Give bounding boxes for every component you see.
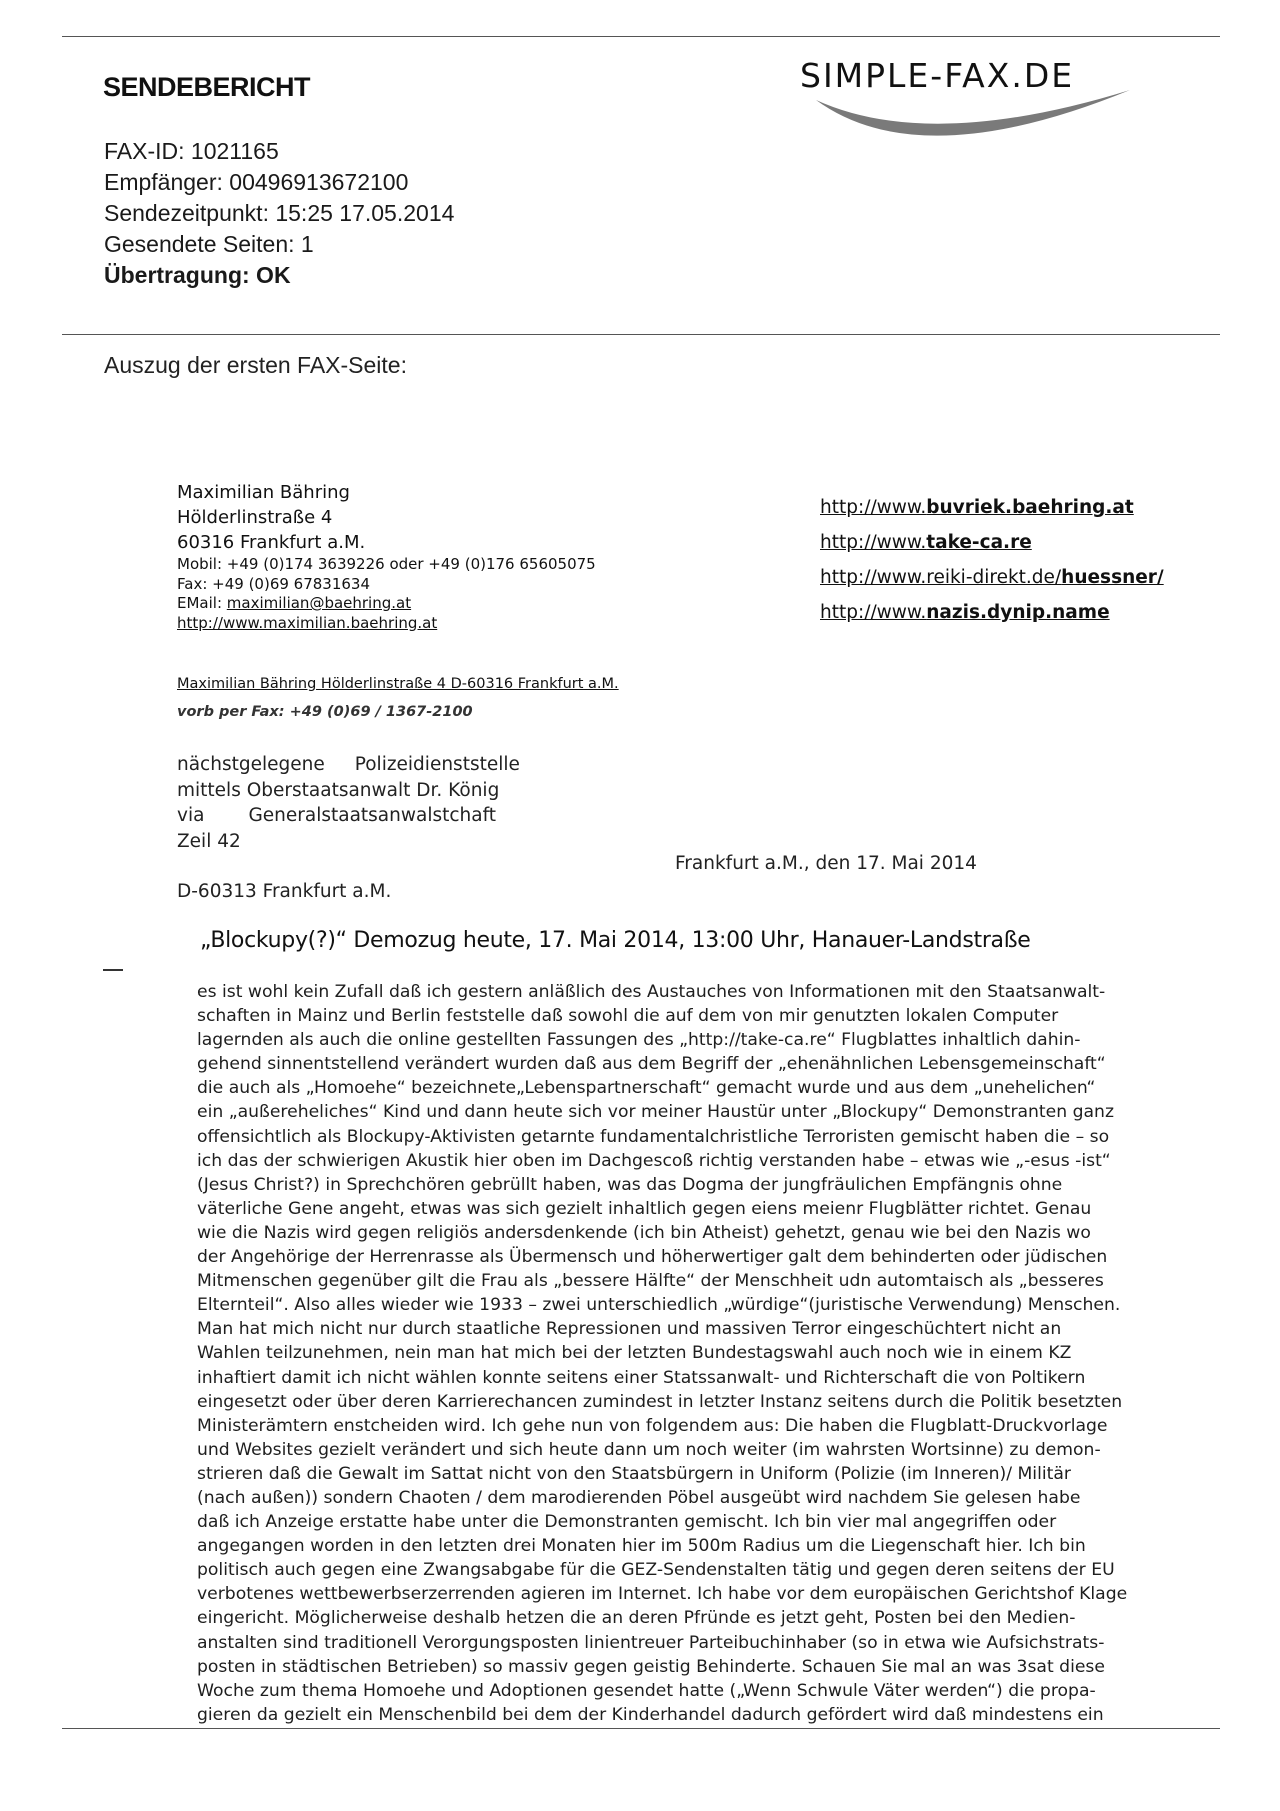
place-and-date: Frankfurt a.M., den 17. Mai 2014 <box>675 853 977 874</box>
body-line: väterliche Gene angeht, etwas was sich gezielt inhaltlich gegen eiens meienr Flugblätter richtet. Genau <box>197 1198 1092 1219</box>
body-line: (Jesus Christ?) in Sprechchören gebrüllt haben, was das Dogma der jungfräulichen Empfängnis ohne <box>197 1174 1063 1195</box>
body-line: Elternteil“. Also alles wieder wie 1933 – zwei unterschiedlich „würdige“(juristische Verwendung) Menschen. <box>197 1295 1121 1316</box>
link-domain: take-ca.re <box>926 532 1032 553</box>
body-line: politisch auch gegen eine Zwangsabgabe für die GEZ-Sendenstalten tätig und gegen deren seitens der EU <box>197 1560 1115 1581</box>
body-line: eingesetzt oder über deren Karrierechancen zumindest in letzter Instanz seitens durch die Politik besetzten <box>197 1391 1123 1412</box>
send-time: Sendezeitpunkt: 15:25 17.05.2014 <box>104 200 455 226</box>
report-title: SENDEBERICHT <box>103 72 311 102</box>
logo-text: SIMPLE-FAX.DE <box>800 56 1075 95</box>
letter-body <box>197 980 1157 1727</box>
recipient-line-1a: nächstgelegene <box>177 754 325 775</box>
link-prefix: http://www. <box>820 602 927 623</box>
link-domain: buvriek.baehring.at <box>926 497 1134 518</box>
link-reiki-anchor[interactable] <box>820 567 1164 588</box>
link-prefix: http://www. <box>820 497 927 518</box>
return-address: Maximilian Bähring Hölderlinstraße 4 D-60316 Frankfurt a.M. <box>177 676 619 692</box>
link-domain: huessner/ <box>1061 567 1164 588</box>
sender-city: 60316 Frankfurt a.M. <box>177 532 366 553</box>
body-line: schaften in Mainz und Berlin feststelle daß sowohl die auf dem von mir genutzten lokalen Computer <box>197 1006 1059 1027</box>
link-nazis-dynip-anchor[interactable] <box>820 602 1110 623</box>
body-line: die auch als „Homoehe“ bezeichnete„Lebenspartnerschaft“ gemacht wurde und aus dem „unehelichen“ <box>197 1078 1096 1099</box>
link-buvriek-anchor[interactable] <box>820 497 1134 518</box>
body-line: strieren daß die Gewalt im Sattat nicht von den Staatsbürgern in Uniform (Polizie (im Inneren)/ Militär <box>197 1463 1071 1484</box>
transmission-status: Übertragung: OK <box>104 262 291 288</box>
body-line: Man hat mich nicht nur durch staatliche Repressionen und massiven Terror eingeschüchtert nicht an <box>197 1319 1062 1340</box>
recipient-line-1 <box>177 752 520 778</box>
body-line: offensichtlich als Blockupy-Aktivisten getarnte fundamentalchristliche Terroristen gemischt haben die – so <box>197 1126 1110 1147</box>
pages-sent: Gesendete Seiten: 1 <box>104 231 314 257</box>
link-take-ca <box>820 525 1164 560</box>
recipient-number: Empfänger: 00496913672100 <box>104 169 409 195</box>
bottom-divider <box>62 1728 1220 1729</box>
sender-name: Maximilian Bähring <box>177 482 350 503</box>
body-line: anstalten sind traditionell Verorgungsposten linientreuer Parteibuchinhaber (so in etwa wie Aufsichstrats- <box>197 1632 1105 1653</box>
link-take-ca-anchor[interactable] <box>820 532 1032 553</box>
body-line: posten in städtischen Betrieben) so massiv gegen geistig Behinderte. Schauen Sie mal an was 3sat diese <box>197 1656 1105 1677</box>
body-line: gehend sinnentstellend verändert wurden daß aus dem Begriff der „ehenähnlichen Lebensgemeinschaft“ <box>197 1054 1106 1075</box>
sender-fax: Fax: +49 (0)69 67831634 <box>177 574 371 593</box>
recipient-address <box>177 752 520 854</box>
body-line: Woche zum thema Homoehe und Adoptionen gesendet hatte („Wenn Schwule Väter werden“) die propa- <box>197 1680 1096 1701</box>
sender-street: Hölderlinstraße 4 <box>177 507 333 528</box>
body-line: verbotenes wettbewerbserzerrenden agieren im Internet. Ich habe vor dem europäischen Gerichtshof Klage <box>197 1584 1128 1605</box>
body-line: inhaftiert damit ich nicht wählen konnte seitens einer Statssanwalt- und Richterschaft die von Poltikern <box>197 1367 1086 1388</box>
sender-email-row <box>177 594 596 614</box>
body-line: (nach außen)) sondern Chaoten / dem marodierenden Pöbel ausgeübt wird nachdem Sie gelesen habe <box>197 1487 1081 1508</box>
body-line: gieren da gezielt ein Menschenbild bei dem der Kinderhandel dadurch gefördert wird daß mindestens ein <box>197 1704 1104 1725</box>
body-line: eingericht. Möglicherweise deshalb hetzen die an deren Pfründe es jetzt geht, Posten bei den Medien- <box>197 1608 1076 1629</box>
recipient-line-3b: Generalstaatsanwalstchaft <box>248 805 497 826</box>
recipient-line-3a: via <box>177 805 205 826</box>
body-line: ich das der schwierigen Akustik hier oben im Dachgescoß richtig verstanden habe – etwas wie „-esus -ist“ <box>197 1150 1111 1171</box>
body-line: daß ich Anzeige erstatte habe unter die Demonstranten gemischt. Ich bin vier mal angegriffen oder <box>197 1512 1057 1533</box>
body-line: angegangen worden in den letzten drei Monaten hier im 500m Radius um die Liegenschaft hier. Ich bin <box>197 1536 1086 1557</box>
sender-website-link[interactable]: http://www.maximilian.baehring.at <box>177 613 438 632</box>
recipient-line-1b: Polizeidienststelle <box>354 754 520 775</box>
website-links <box>820 490 1164 630</box>
fold-mark <box>103 969 123 971</box>
sender-email-link[interactable]: maximilian@baehring.at <box>226 594 412 612</box>
link-domain: nazis.dynip.name <box>926 602 1110 623</box>
body-line: und Websites gezielt verändert und sich heute dann um noch weiter (im wahrsten Wortsinne) zu demon- <box>197 1439 1101 1460</box>
body-line: wie die Nazis wird gegen religiös andersdenkende (ich bin Atheist) gehetzt, genau wie bei den Nazis wo <box>197 1222 1091 1243</box>
sender-mobile: Mobil: +49 (0)174 3639226 oder +49 (0)176 65605075 <box>177 555 596 573</box>
body-line: lagernden als auch die online gestellten Fassungen des „http://take-ca.re“ Flugblattes inhaltlich dahin- <box>197 1030 1081 1051</box>
body-line: es ist wohl kein Zufall daß ich gestern anläßlich des Austauches von Informationen mit den Staatsanwalt- <box>197 982 1106 1002</box>
email-label: EMail: <box>177 594 227 612</box>
sender-block <box>177 480 596 633</box>
recipient-line-2: mittels Oberstaatsanwalt Dr. König <box>177 779 500 801</box>
recipient-city: D-60313 Frankfurt a.M. <box>177 881 392 902</box>
body-line: Ministerämtern enstcheiden wird. Ich gehe nun von folgendem aus: Die haben die Flugblatt-Druckvorlage <box>197 1415 1108 1436</box>
letter-subject: „Blockupy(?)“ Demozug heute, 17. Mai 2014, 13:00 Uhr, Hanauer-Landstraße <box>200 928 1031 953</box>
fax-id: FAX-ID: 1021165 <box>104 138 279 164</box>
body-line: Wahlen teilzunehmen, nein man hat mich bei der letzten Bundestagswahl auch noch wie in einem KZ <box>197 1343 1072 1364</box>
body-line: der Angehörige der Herrenrasse als Übermensch und höherwertiger galt dem behinderten oder jüdischen <box>197 1247 1108 1268</box>
link-prefix: http://www.reiki-direkt.de/ <box>820 567 1062 588</box>
link-prefix: http://www. <box>820 532 927 553</box>
advance-fax-note: vorb per Fax: +49 (0)69 / 1367-2100 <box>177 704 473 720</box>
sender-website-row <box>177 614 596 634</box>
link-buvriek <box>820 490 1164 525</box>
recipient-line-4: Zeil 42 <box>177 830 241 852</box>
link-nazis-dynip <box>820 595 1164 630</box>
body-line: ein „außereheliches“ Kind und dann heute sich vor meiner Haustür unter „Blockupy“ Demonstranten ganz <box>197 1102 1114 1123</box>
recipient-line-3 <box>177 803 520 829</box>
link-reiki <box>820 560 1164 595</box>
excerpt-label: Auszug der ersten FAX-Seite: <box>104 352 407 378</box>
body-line: Mitmenschen gegenüber gilt die Frau als „bessere Hälfte“ der Menschheit udn automtaisch als „besseres <box>197 1271 1104 1292</box>
